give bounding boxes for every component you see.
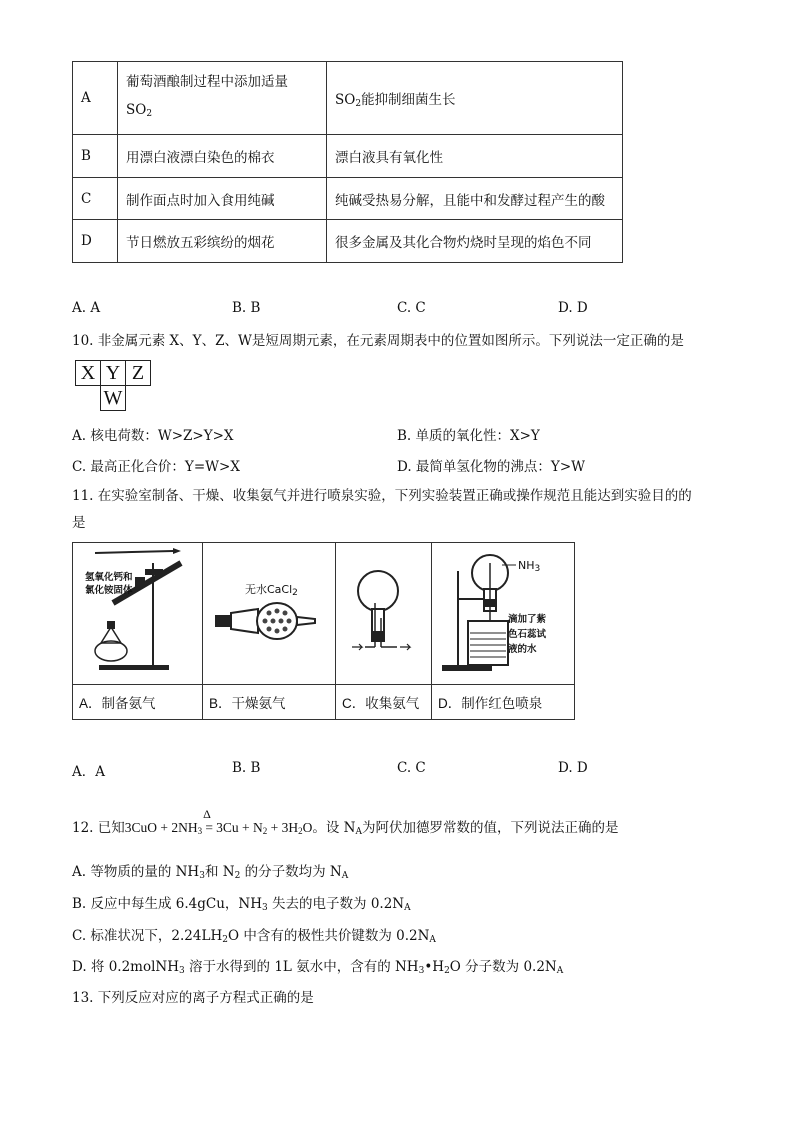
q13-stem: 13. 下列反应对应的离子方程式正确的是 [72,990,314,1006]
q11-options [72,760,672,780]
q9-options [72,300,672,320]
apparatus-b [203,543,336,685]
q12-option-d: D. 将 0.2molNH$_3$ 溶于水得到的 1L 氨水中，含有的 $NH_3•H_2O$ 分子数为 $0.2N_A$ [72,959,564,976]
q12-option-b: B. 反应中每生成 6.4gCu，$NH_3$ 失去的电子数为 $0.2N_A$ [72,896,411,913]
caption-a: A．制备氨气 [73,685,203,720]
table-row [73,62,623,135]
q12-option-c: C. 标准状况下，$2.24LH_2O$ 中含有的极性共价键数为 $0.2N_A$ [72,928,436,945]
caption-c: C．收集氨气 [336,685,432,720]
fountain-apparatus-icon [432,543,574,680]
row-left: 用漂白液漂白染色的棉衣 [118,135,327,178]
q10-options-row2 [72,455,672,475]
option-d: D. D [558,300,588,316]
row-right: 很多金属及其化合物灼烧时呈现的焰色不同 [327,220,623,263]
row-left: 节日燃放五彩缤纷的烟花 [118,220,327,263]
option-b: B. 单质的氧化性：X>Y [397,428,540,444]
grid-cell-x: X [75,360,101,386]
q11-stem: 11. 在实验室制备、干燥、收集氨气并进行喷泉实验，下列实验装置正确或操作规范且能达到实验目的的 是 [72,488,692,531]
row-left: 葡萄酒酿制过程中添加适量 $SO_2$ [118,62,327,135]
option-c: C. 最高正化合价：Y=W>X [72,459,240,475]
apparatus-a [73,543,203,685]
option-d: D. D [558,760,588,776]
option-a: A．A [72,764,105,780]
grid-cell-w: W [100,385,126,411]
option-a: A. A [72,300,101,316]
row-key: A [73,62,118,135]
table-row [73,178,623,220]
row-key: B [73,135,118,178]
row-key: C [73,178,118,220]
grid-cell-z: Z [125,360,151,386]
q9-table [72,61,623,263]
option-b: B. B [232,300,261,316]
row-key: D [73,220,118,263]
caption-d: D．制作红色喷泉 [432,685,575,720]
row-right: 纯碱受热易分解，且能中和发酵过程产生的酸 [327,178,623,220]
option-d: D. 最简单氢化物的沸点：Y>W [397,459,586,475]
row-left: 制作面点时加入食用纯碱 [118,178,327,220]
option-c: C. C [397,760,426,776]
table-row [73,135,623,178]
row-right: $SO_2$能抑制细菌生长 [327,62,623,135]
reaction-equation: $3CuO + 2NH_3$ Δ = $3Cu + N_2 + 3H_2O$ [124,807,313,836]
caption-b: B．干燥氨气 [203,685,336,720]
apparatus-d [432,543,575,685]
label-d1: 滴加了紫 [508,614,547,625]
row-right: 漂白液具有氧化性 [327,135,623,178]
label-d3: 液的水 [508,644,537,655]
label-d-nh3: $NH_3$ [518,559,541,574]
label-a2: 氯化铵固体 [85,585,133,596]
q11-apparatus-table [72,542,575,720]
grid-cell-y: Y [100,360,126,386]
q12-option-a: A. 等物质的量的 $NH_3$和 $N_2$ 的分子数均为 $N_A$ [72,864,349,881]
option-a: A. 核电荷数：W>Z>Y>X [72,428,234,444]
q10-options-row1 [72,424,672,444]
gas-collection-flask-icon [336,543,431,680]
label-b1: 无水CaCl$_2$ [245,583,298,598]
option-b: B. B [232,760,261,776]
option-c: C. C [397,300,426,316]
q10-stem: 10. 非金属元素 X、Y、Z、W是短周期元素，在元素周期表中的位置如图所示。下列说法一定正确的是 [72,333,684,349]
apparatus-c [336,543,432,685]
table-row [73,220,623,263]
label-a1: 氢氧化钙和 [85,572,133,583]
drying-tube-icon [203,543,335,680]
heating-apparatus-icon [73,543,202,680]
label-d2: 色石蕊试 [508,629,547,640]
q12-stem: 12. 已知$3CuO + 2NH_3$ Δ = $3Cu + N_2 + 3H_2O$。设 $N_A$为阿伏加德罗常数的值，下列说法正确的是 [72,807,619,837]
